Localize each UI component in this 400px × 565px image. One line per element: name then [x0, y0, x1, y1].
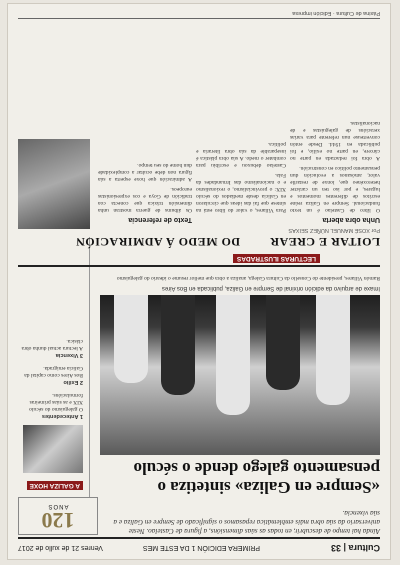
- photo-figure: [266, 295, 300, 390]
- standfirst-text: Ramón Villares, presidente do Consello da Cultura Galega, analiza a obra que mellor resume o ideario do galeguismo: [116, 275, 380, 281]
- standfirst: [100, 269, 380, 281]
- masthead: [18, 537, 380, 553]
- lower-kicker: LECTURAS ILUSTRADAS: [233, 254, 320, 263]
- anniversary-logo: [18, 497, 98, 535]
- section-label: Cultura | 33: [330, 543, 380, 553]
- body-paragraph: Os álbums de guerra mostran unha dimensión tráxica que conecta coa tradición de Goya e cos expresionistas europeos.: [98, 186, 192, 213]
- lower-section-bar: [18, 251, 380, 267]
- body-column: [98, 23, 192, 213]
- logo-label: ANOS: [47, 503, 69, 509]
- photo-caption: Imaxe de arquivo da edición orixinal de Sempre en Galiza, publicada en Bos Aires: [161, 285, 380, 291]
- subhead: Texto de referencia: [128, 216, 192, 223]
- lower-headline-left: LOITAR E CREAR: [269, 235, 380, 249]
- sidebar-item: [18, 337, 83, 358]
- sidebar-thumbnail: [23, 425, 83, 473]
- subhead: Unha obra aberta: [322, 216, 380, 223]
- edition-label: PRIMERA EDICIÓN 1 DA ESTE MES: [142, 544, 260, 551]
- photo-figure: [114, 295, 148, 383]
- sidebar-item-text: O galeguismo do século XIX e as súas primeiras formulacións.: [29, 392, 83, 412]
- lower-headline-right: DO MEDO Á ADMIRACIÓN: [75, 235, 240, 249]
- sidebar-item: [18, 364, 83, 385]
- sidebar-tag: A GALIZA HOXE: [27, 481, 83, 490]
- newspaper-page: [8, 4, 390, 559]
- main-headline: «Sempre en Galiza» sintetiza o pensamento galego dende o século: [133, 459, 380, 497]
- body-paragraph: A admiración que hoxe esperta a súa figura non debe ocultar a complexidade dun home do seu tempo.: [98, 162, 192, 182]
- photo-figure: [216, 295, 250, 415]
- sidebar-item-title: 3 Vixencia: [55, 352, 83, 358]
- logo-number: 120: [41, 508, 75, 533]
- lede-text: Aínda hai tempo de descubrir, en todas as súas dimensións, a figura de Castelao. Neste aniversario da súa obra máis emblemática repasamos o significado de Sempre en Galiza e a súa vixencia.: [113, 509, 380, 535]
- body-column: [290, 23, 380, 213]
- photo-figure: [161, 295, 195, 395]
- sidebar-item: [18, 391, 83, 419]
- lower-byline: Por XOSÉ MANUEL NÚÑEZ SEIXAS: [288, 227, 380, 233]
- secondary-photo: [18, 139, 90, 229]
- body-paragraph: O libro de Castelao é un texto fundacional. Sempre en Galiza reúne escritos de diferentes momentos e lugares, e por iso ten un carácter heteroxéneo que, lonxe de restarlle valor, amósanos a evolución dun pensamento político en construción.: [290, 165, 380, 213]
- body-column: [196, 23, 286, 213]
- photo-figure: [316, 295, 350, 405]
- sidebar-item-text: A lectura actual dunha obra clásica.: [21, 338, 83, 351]
- sidebar-item-title: 2 Exilio: [63, 379, 83, 385]
- lede-block: [18, 499, 380, 535]
- page-footer: Páxina de Cultura · Edición impresa: [18, 10, 380, 19]
- sidebar-item-text: Bos Aires como capital da Galicia emigrada.: [24, 365, 83, 378]
- date-label: Venres 21 de xullo de 2017: [18, 544, 103, 551]
- body-paragraph: A obra foi redactada en parte no cárcere, en parte no exilio, e foi publicada en 1944. Desde entón converteuse nun referente para varias xeracións de galeguistas e de nacionalistas.: [290, 120, 380, 161]
- hero-photo: [100, 295, 380, 455]
- body-paragraph: Para Villares, o valor do libro está na síntese que fai das ideas que circularon en Galicia desde mediados do século XIX: o provincialismo, o rexionalismo e o nacionalismo das Irmandades da Fala.: [196, 172, 286, 213]
- sidebar-item-title: 1 Antecedentes: [41, 413, 83, 419]
- body-paragraph: Castelao debuxou e escribiu para combater o medo. A súa obra plástica é inseparable da súa obra literaria e política.: [196, 141, 286, 168]
- sidebar: [18, 237, 90, 497]
